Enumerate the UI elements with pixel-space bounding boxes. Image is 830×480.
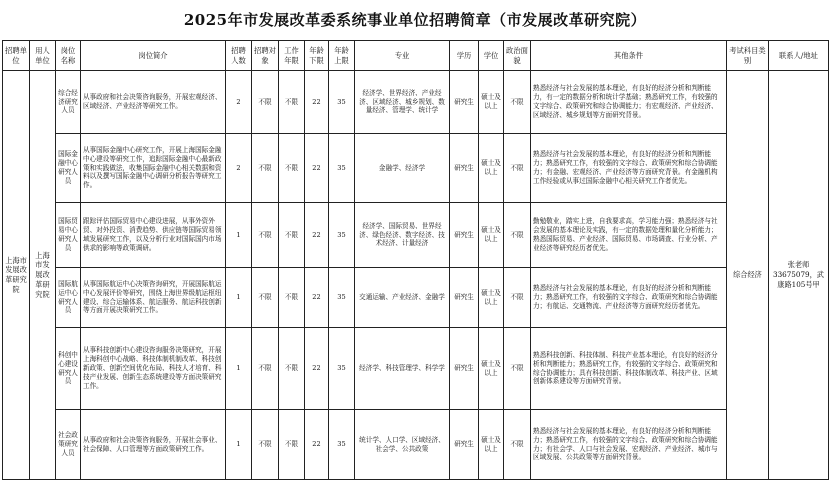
education-cell: 研究生 [450,203,479,268]
age-max-cell: 35 [329,328,355,410]
major-cell: 交通运输、产业经济、金融学 [355,268,450,328]
age-min-cell: 22 [305,134,329,203]
exam-cell: 综合经济 [727,71,769,480]
table-row [3,134,829,203]
count-cell: 1 [226,328,252,410]
table-row [3,71,829,134]
years-cell: 不限 [279,268,305,328]
header-contact: 联系人/地址 [769,41,829,71]
header-position: 岗位名称 [56,41,81,71]
major-cell: 统计学、人口学、区域经济、社会学、公共政策 [355,410,450,480]
header-politics: 政治面貌 [504,41,531,71]
education-cell: 研究生 [450,410,479,480]
header-exam: 考试科目类别 [727,41,769,71]
politics-cell: 不限 [504,134,531,203]
age-max-cell: 35 [329,410,355,480]
table-row [3,328,829,410]
other-cell: 熟悉经济与社会发展的基本理论，有良好的经济分析和判断能力；熟悉研究工作，有较强的文字综合、政策研究和综合协调能力；有金融、宏观经济、产业经济等方面研究背景。有金融机构工作经验或从事过国际金融中心相关研究工作者优先。 [531,134,727,203]
target-cell: 不限 [252,328,279,410]
other-cell: 熟悉经济与社会发展的基本理论，有良好的经济分析和判断能力；熟悉研究工作，有较强的文字综合、政策研究和综合协调能力；有社会学、人口与社会发展、宏观经济、产业经济、城市与区域发展、公共政策等方面研究背景。 [531,410,727,480]
position-cell: 国际航运中心研究人员 [56,268,81,328]
table-row [3,203,829,268]
page-title: 2025年市发展改革委系统事业单位招聘简章（市发展改革研究院） [183,11,647,29]
position-cell: 综合经济研究人员 [56,71,81,134]
table-row [3,410,829,480]
degree-cell: 硕士及以上 [479,203,504,268]
age-max-cell: 35 [329,71,355,134]
major-cell: 金融学、经济学 [355,134,450,203]
contact-cell: 张老师 33675079，武康路105号甲 [769,71,829,480]
years-cell: 不限 [279,328,305,410]
years-cell: 不限 [279,71,305,134]
position-cell: 科创中心建设研究人员 [56,328,81,410]
politics-cell: 不限 [504,203,531,268]
years-cell: 不限 [279,203,305,268]
age-min-cell: 22 [305,328,329,410]
position-cell: 社会政策研究人员 [56,410,81,480]
degree-cell: 硕士及以上 [479,328,504,410]
major-cell: 经济学、国际贸易、世界经济、绿色经济、数字经济、技术经济、计量经济 [355,203,450,268]
politics-cell: 不限 [504,268,531,328]
education-cell: 研究生 [450,328,479,410]
degree-cell: 硕士及以上 [479,71,504,134]
age-max-cell: 35 [329,134,355,203]
header-row [3,41,829,71]
other-cell: 熟悉科技创新、科技体制、科技产业基本理论，有良好的经济分析和判断能力；熟悉研究工作，有较强的文字综合、政策研究和综合协调能力；具有科技创新、科技体制改革、科技产业、区域创新体系建设等方面研究背景。 [531,328,727,410]
header-education: 学历 [450,41,479,71]
age-max-cell: 35 [329,268,355,328]
header-unit: 招聘单位 [3,41,30,71]
header-other: 其他条件 [531,41,727,71]
target-cell: 不限 [252,203,279,268]
age-max-cell: 35 [329,203,355,268]
degree-cell: 硕士及以上 [479,268,504,328]
intro-cell: 从事国际金融中心研究工作，开展上海国际金融中心建设等研究工作，追踪国际金融中心最新政策和实践做法，收集国际金融中心相关数据和资料以及撰写国际金融中心调研分析报告等研究工作。 [81,134,226,203]
education-cell: 研究生 [450,71,479,134]
politics-cell: 不限 [504,328,531,410]
header-intro: 岗位简介 [81,41,226,71]
position-cell: 国际贸易中心研究人员 [56,203,81,268]
position-cell: 国际金融中心研究人员 [56,134,81,203]
years-cell: 不限 [279,134,305,203]
major-cell: 经济学、世界经济、产业经济、区域经济、城乡规划、数量经济、管理学、统计学 [355,71,450,134]
header-degree: 学位 [479,41,504,71]
count-cell: 2 [226,71,252,134]
header-age-min: 年龄下限 [305,41,329,71]
intro-cell: 从事政府和社会决策咨询服务，开展社会事业、社会保障、人口管理等方面政策研究工作。 [81,410,226,480]
intro-cell: 从事政府和社会决策咨询服务，开展宏观经济、区域经济、产业经济等研究工作。 [81,71,226,134]
target-cell: 不限 [252,71,279,134]
other-cell: 熟悉经济与社会发展的基本理论，有良好的经济分析和判断能力，有一定的数据分析和统计学基础；熟悉研究工作，有较强的文字综合、政策研究和综合协调能力；有宏观经济、产业经济、区域经济、城乡规划等方面研究背景。 [531,71,727,134]
education-cell: 研究生 [450,268,479,328]
age-min-cell: 22 [305,410,329,480]
age-min-cell: 22 [305,71,329,134]
count-cell: 1 [226,410,252,480]
target-cell: 不限 [252,410,279,480]
header-years: 工作年限 [279,41,305,71]
intro-cell: 跟踪评估国际贸易中心建设进展，从事外资外贸、对外投资、消费趋势、供应链等国际贸易领域发展研究工作，以及分析行业对国际国内市场供求的影响等政策调研。 [81,203,226,268]
header-target: 招聘对象 [252,41,279,71]
target-cell: 不限 [252,268,279,328]
header-count: 招聘人数 [226,41,252,71]
other-cell: 勤勉敬业，踏实上进，自我要求高，学习能力强；熟悉经济与社会发展的基本理论及实践，有一定的数据处理和量化分析能力；熟悉国际贸易、产业经济、国际贸易、市场调查、行业分析、产业经济等研究经历者优先。 [531,203,727,268]
intro-cell: 从事科技创新中心建设咨询服务决策研究，开展上海科创中心战略、科技体制机制改革、科技创新政策、创新空间优化布局、科技人才培育、科技产业发展、创新生态系统建设等方面决策研究工作。 [81,328,226,410]
unit-cell: 上海市发展改革研究院 [3,71,30,480]
count-cell: 1 [226,203,252,268]
target-cell: 不限 [252,134,279,203]
employer-cell: 上海市发展改革研究院 [30,71,56,480]
count-cell: 1 [226,268,252,328]
recruitment-table [2,40,829,480]
count-cell: 2 [226,134,252,203]
age-min-cell: 22 [305,268,329,328]
header-employer: 用人单位 [30,41,56,71]
degree-cell: 硕士及以上 [479,134,504,203]
other-cell: 熟悉经济与社会发展的基本理论，有良好的经济分析和判断能力；熟悉研究工作，有较强的文字综合、政策研究和综合协调能力；有航运、交通物流、产业经济等方面研究经历者优先。 [531,268,727,328]
politics-cell: 不限 [504,71,531,134]
degree-cell: 硕士及以上 [479,410,504,480]
education-cell: 研究生 [450,134,479,203]
intro-cell: 从事国际航运中心决策咨询研究，开展国际航运中心发展评价等研究，围绕上海世界级航运枢纽建设、综合运输体系、航运服务、航运科技创新等方面开展决策研究工作。 [81,268,226,328]
age-min-cell: 22 [305,203,329,268]
header-major: 专业 [355,41,450,71]
major-cell: 经济学、科技管理学、科学学 [355,328,450,410]
header-age-max: 年龄上限 [329,41,355,71]
years-cell: 不限 [279,410,305,480]
table-row [3,268,829,328]
politics-cell: 不限 [504,410,531,480]
